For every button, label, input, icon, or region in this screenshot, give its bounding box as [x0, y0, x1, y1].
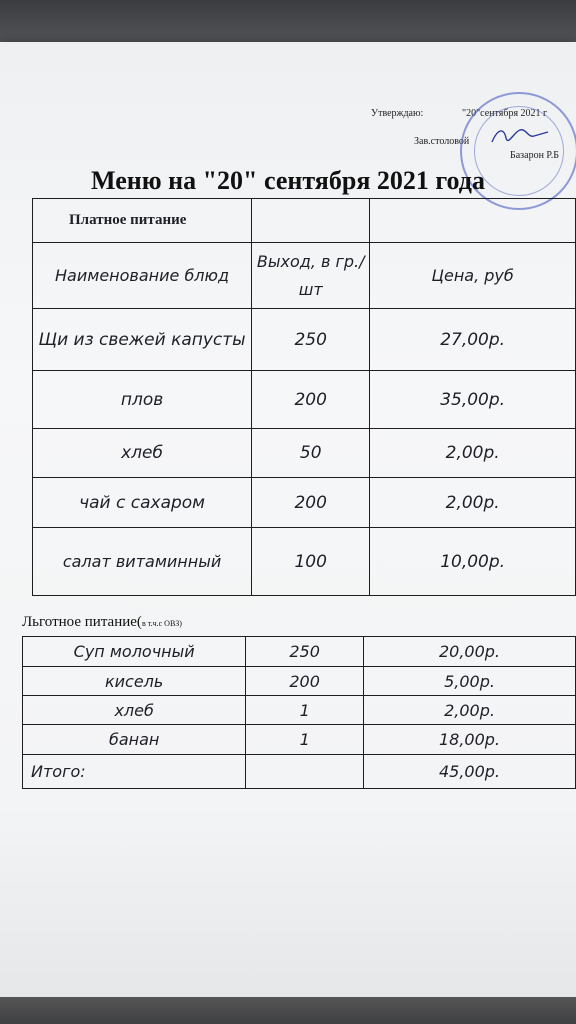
total-row	[23, 755, 576, 789]
dish-output: 200	[252, 371, 370, 429]
table-row	[33, 528, 576, 596]
benefit-section-text: Льготное питание(	[22, 614, 142, 630]
approve-label: Утверждаю:	[371, 108, 424, 119]
table-row	[33, 371, 576, 429]
dish-name: Суп молочный	[23, 637, 246, 667]
paid-section-label: Платное питание	[33, 199, 252, 243]
table-row	[23, 696, 576, 725]
dish-column-header: Наименование блюд	[33, 243, 252, 309]
dish-output: 250	[246, 637, 364, 667]
section-row	[33, 199, 576, 243]
dish-output: 100	[252, 528, 370, 596]
total-value: 45,00р.	[364, 755, 576, 789]
price-column-header: Цена, руб	[370, 243, 576, 309]
table-row	[23, 667, 576, 696]
table-row	[33, 478, 576, 528]
approve-date: "20"сентября 2021 г	[462, 108, 548, 119]
dish-output: 1	[246, 696, 364, 725]
empty-cell	[370, 199, 576, 243]
empty-cell	[246, 755, 364, 789]
dish-name: чай с сахаром	[33, 478, 252, 528]
dish-price: 2,00р.	[370, 478, 576, 528]
table-row	[23, 725, 576, 755]
dish-price: 35,00р.	[370, 371, 576, 429]
dish-name: плов	[33, 371, 252, 429]
header-row	[33, 243, 576, 309]
dish-price: 10,00р.	[370, 528, 576, 596]
dish-name: Щи из свежей капусты	[33, 309, 252, 371]
table-row	[33, 429, 576, 478]
dish-name: хлеб	[33, 429, 252, 478]
dish-price: 27,00р.	[370, 309, 576, 371]
table-row	[23, 637, 576, 667]
table-surface	[0, 997, 576, 1024]
dish-name: кисель	[23, 667, 246, 696]
dish-name: салат витаминный	[33, 528, 252, 596]
dish-output: 250	[252, 309, 370, 371]
dish-price: 2,00р.	[370, 429, 576, 478]
approver-position: Зав.столовой	[414, 136, 470, 147]
approver-name: Базарон Р.Б	[510, 150, 559, 161]
dish-output: 200	[252, 478, 370, 528]
dish-name: банан	[23, 725, 246, 755]
dish-price: 20,00р.	[364, 637, 576, 667]
output-column-header: Выход, в гр./шт	[252, 243, 370, 309]
benefit-section-note: в т.ч.с ОВЗ)	[141, 619, 182, 628]
signature-icon	[490, 124, 550, 148]
dish-output: 200	[246, 667, 364, 696]
total-label: Итого:	[23, 755, 246, 789]
benefit-menu-table	[22, 636, 576, 789]
page-title: Меню на "20" сентября 2021 года	[91, 166, 485, 195]
dish-price: 5,00р.	[364, 667, 576, 696]
dish-output: 50	[252, 429, 370, 478]
table-row	[33, 309, 576, 371]
dish-name: хлеб	[23, 696, 246, 725]
dish-output: 1	[246, 725, 364, 755]
benefit-section-label	[22, 614, 182, 631]
dish-price: 2,00р.	[364, 696, 576, 725]
dish-price: 18,00р.	[364, 725, 576, 755]
empty-cell	[252, 199, 370, 243]
paid-menu-table	[32, 198, 576, 596]
